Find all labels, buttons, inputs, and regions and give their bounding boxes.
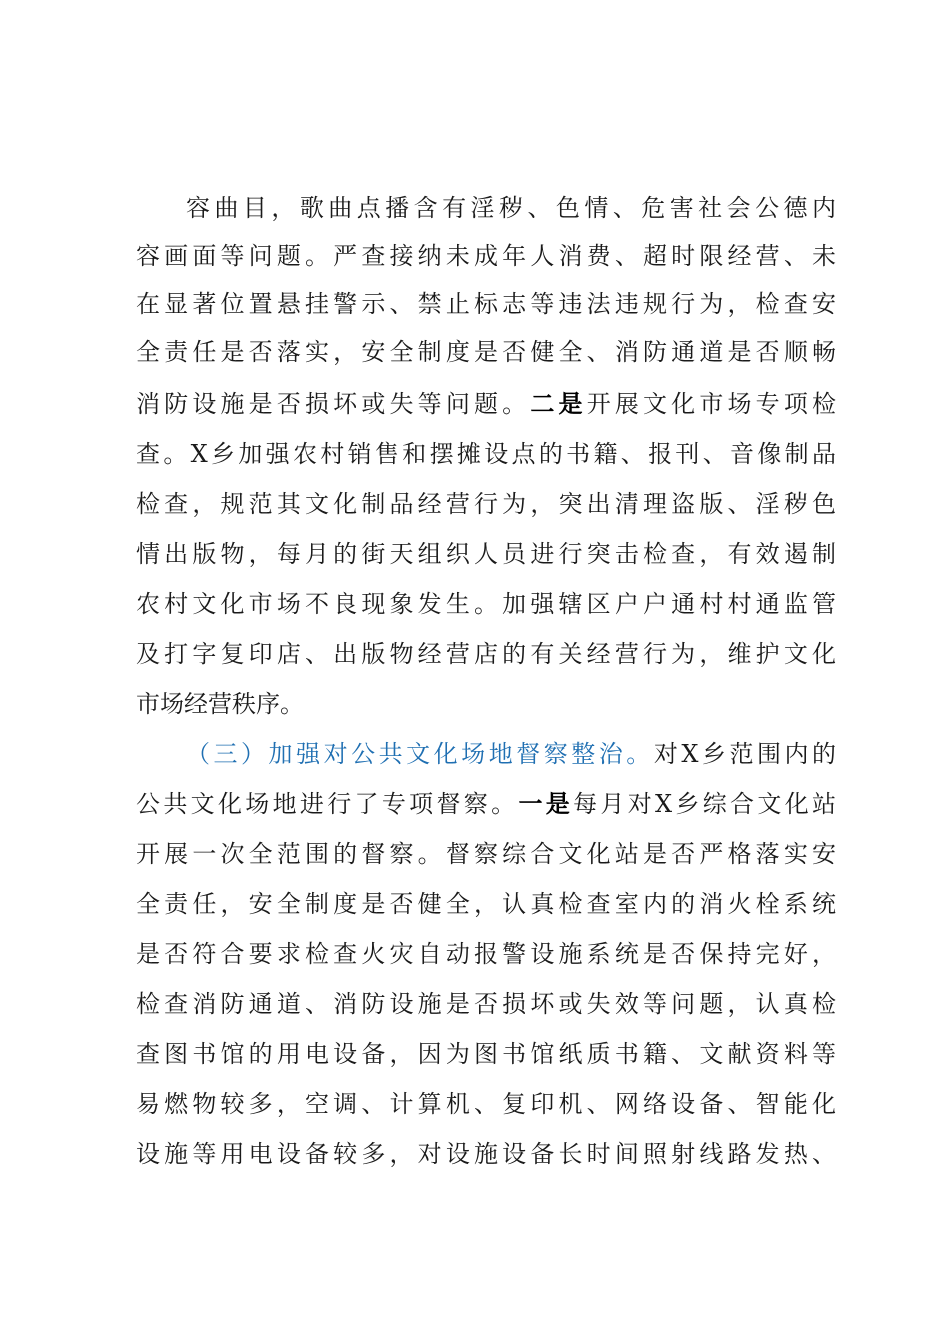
paragraph-line: 及打字复印店、出版物经营店的有关经营行为，维护文化 xyxy=(136,640,836,668)
paragraph-line: 开展一次全范围的督察。督察综合文化站是否严格落实安 xyxy=(136,840,836,868)
line-text: 每月对X乡综合文化站 xyxy=(573,790,837,818)
paragraph-line: 情出版物，每月的街天组织人员进行突击检查，有效遏制 xyxy=(136,540,836,568)
section-heading: （三）加强对公共文化场地督察整治。 xyxy=(186,740,654,768)
paragraph-line: 设施等用电设备较多，对设施设备长时间照射线路发热、 xyxy=(136,1140,836,1168)
section-heading-line xyxy=(186,730,836,778)
emphasis-text: 一是 xyxy=(518,789,574,818)
paragraph-line: 全责任，安全制度是否健全，认真检查室内的消火栓系统 xyxy=(136,890,836,918)
line-text: 消防设施是否损坏或失等问题。 xyxy=(136,390,531,418)
line-text: 对X乡范围内的 xyxy=(653,740,837,768)
emphasis-text: 二是 xyxy=(530,389,587,418)
paragraph-line: 市场经营秩序。 xyxy=(136,690,304,718)
paragraph-line: 是否符合要求检查火灾自动报警设施系统是否保持完好， xyxy=(136,940,836,968)
paragraph-line xyxy=(136,780,836,828)
paragraph-line: 容画面等问题。严查接纳未成年人消费、超时限经营、未 xyxy=(136,242,836,270)
paragraph-line: 查图书馆的用电设备，因为图书馆纸质书籍、文献资料等 xyxy=(136,1040,836,1068)
paragraph-line xyxy=(136,380,836,428)
paragraph-line: 检查消防通道、消防设施是否损坏或失效等问题，认真检 xyxy=(136,990,836,1018)
paragraph-line: 容曲目，歌曲点播含有淫秽、色情、危害社会公德内 xyxy=(186,194,836,222)
line-text: 开展文化市场专项检 xyxy=(586,390,837,418)
paragraph-line: 检查，规范其文化制品经营行为，突出清理盗版、淫秽色 xyxy=(136,490,836,518)
paragraph-line: 易燃物较多，空调、计算机、复印机、网络设备、智能化 xyxy=(136,1090,836,1118)
paragraph-line: 全责任是否落实，安全制度是否健全、消防通道是否顺畅 xyxy=(136,338,836,366)
paragraph-line: 查。X乡加强农村销售和摆摊设点的书籍、报刊、音像制品 xyxy=(136,440,836,468)
line-text: 公共文化场地进行了专项督察。 xyxy=(136,790,519,818)
paragraph-line: 农村文化市场不良现象发生。加强辖区户户通村村通监管 xyxy=(136,590,836,618)
paragraph-line: 在显著位置悬挂警示、禁止标志等违法违规行为，检查安 xyxy=(136,290,836,318)
